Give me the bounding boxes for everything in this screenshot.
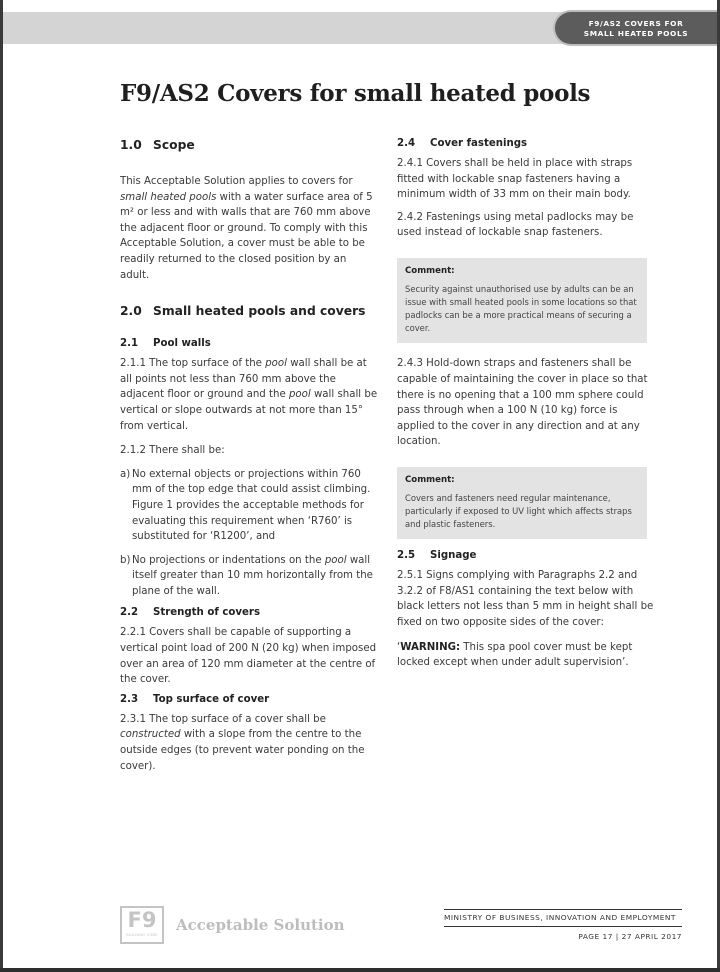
warning-sign-text xyxy=(397,640,655,671)
text-run: No projections or indentations on the xyxy=(132,554,325,566)
logo-subtitle: BUILDING CODE xyxy=(126,933,158,937)
subsection-number: 2.5 xyxy=(397,550,416,562)
clause-2-1-2: 2.1.2 There shall be: xyxy=(120,445,225,457)
header-bar xyxy=(3,12,563,44)
header-section-tab xyxy=(553,10,717,46)
comment-box xyxy=(397,467,647,539)
subsection-2-4-heading xyxy=(397,138,655,149)
text-run: This Acceptable Solution applies to covers for xyxy=(120,176,353,187)
list-text xyxy=(132,553,378,600)
footer-info xyxy=(444,909,682,941)
list-label: a) xyxy=(120,468,131,480)
right-column xyxy=(397,138,655,671)
section-title: Small heated pools and covers xyxy=(153,304,366,319)
comment-body: Covers and fasteners need regular maintenance, particularly if exposed to UV light which affects straps and plastic fasteners. xyxy=(405,492,632,529)
clause-2-3-1 xyxy=(120,712,378,774)
text-run: wall shall be at all points not less than 760 mm above the adjacent floor or ground and the xyxy=(120,358,367,401)
left-column xyxy=(120,138,378,774)
list-item-a xyxy=(120,467,378,545)
footer-page-date: PAGE 17 | 27 APRIL 2017 xyxy=(578,932,682,941)
subsection-number: 2.3 xyxy=(120,693,139,705)
subsection-2-1-heading xyxy=(120,338,378,349)
header-tab-line1: F9/AS2 COVERS FOR xyxy=(588,19,684,28)
subsection-title: Cover fastenings xyxy=(430,138,528,149)
warning-label: WARNING: xyxy=(400,641,461,653)
subsection-2-5-heading xyxy=(397,550,655,561)
text-run: wall shall be vertical or slope outwards at not more than 15° from vertical. xyxy=(120,389,378,432)
defined-term: pool xyxy=(324,554,347,566)
page-title: F9/AS2 Covers for small heated pools xyxy=(120,80,591,107)
subsection-number: 2.1 xyxy=(120,338,139,350)
clause-2-2-1: 2.2.1 Covers shall be capable of supporting a vertical point load of 200 N (20 kg) when imposed over an area of 120 mm diameter at the centre of the cover. xyxy=(120,627,377,686)
subsection-title: Signage xyxy=(430,550,477,562)
text-run: 2.1.1 The top surface of the xyxy=(120,358,266,370)
defined-term: pool xyxy=(288,389,311,401)
comment-box xyxy=(397,258,647,343)
page-frame-bottom xyxy=(0,968,720,972)
defined-term: small heated pools xyxy=(120,191,217,203)
subsection-title: Pool walls xyxy=(153,338,211,350)
clause-2-4-3: 2.4.3 Hold-down straps and fasteners shall be capable of maintaining the cover in place so that there is no opening that a 100 mm sphere could pass through when a 100 N (10 kg) force is applied to the cover in any direction and at any location. xyxy=(397,358,648,448)
section-2-heading xyxy=(120,304,378,318)
defined-term: pool xyxy=(265,358,287,370)
subsection-title: Top surface of cover xyxy=(153,693,270,705)
list-item-b xyxy=(120,553,378,600)
subsection-number: 2.2 xyxy=(120,607,139,619)
defined-term: constructed xyxy=(120,729,181,741)
logo-mark: F9 xyxy=(127,908,157,932)
clause-2-4-2: 2.4.2 Fastenings using metal padlocks may be used instead of lockable snap fasteners. xyxy=(397,211,634,239)
page-frame-left xyxy=(0,0,3,972)
text-run: This spa pool cover must be kept locked except when under adult supervision’. xyxy=(397,641,633,669)
footer-organisation: MINISTRY OF BUSINESS, INNOVATION AND EMPLOYMENT xyxy=(444,913,676,922)
subsection-2-2-heading xyxy=(120,607,378,618)
scope-paragraph xyxy=(120,174,378,283)
comment-title: Comment: xyxy=(405,265,455,276)
header-tab-line2: SMALL HEATED POOLS xyxy=(583,29,689,38)
text-run: wall itself greater than 10 mm horizontally from the plane of the wall. xyxy=(132,554,373,597)
footer-document-type: Acceptable Solution xyxy=(176,916,345,934)
subsection-title: Strength of covers xyxy=(153,607,261,619)
comment-title: Comment: xyxy=(405,474,455,485)
list-label: b) xyxy=(120,554,131,566)
clause-2-5-1: 2.5.1 Signs complying with Paragraphs 2.2 and 3.2.2 of F8/AS1 containing the text below with black letters not less than 5 mm in height shall be fixed on two opposite sides of the cover: xyxy=(397,570,654,628)
section-scope-heading xyxy=(120,138,378,152)
text-run: with a slope from the centre to the outside edges (to prevent water ponding on the cover). xyxy=(120,729,365,772)
section-title: Scope xyxy=(153,138,195,152)
footer-branding xyxy=(120,906,345,944)
list-text: No external objects or projections within 760 mm of the top edge that could assist climbing. Figure 1 provides the acceptable methods for evaluating this requirement when ‘R760’ is substituted for ‘R1200’, and xyxy=(132,468,371,543)
text-run: 2.3.1 The top surface of a cover shall be xyxy=(120,713,326,725)
text-run: ‘ xyxy=(397,641,401,653)
text-run: with a water surface area of 5 m² or less and with walls that are 760 mm above the adjacent floor or ground. To comply with this Acceptable Solution, a cover must be able to be readily returned to the closed position by an adult. xyxy=(120,191,373,281)
section-number: 1.0 xyxy=(120,138,142,152)
section-number: 2.0 xyxy=(120,304,142,319)
comment-body: Security against unauthorised use by adults can be an issue with small heated pools in some locations so that padlocks can be a more practical means of securing a cover. xyxy=(405,283,637,334)
f9-logo xyxy=(120,906,164,944)
clause-2-1-1 xyxy=(120,356,378,434)
subsection-number: 2.4 xyxy=(397,138,416,149)
clause-2-4-1: 2.4.1 Covers shall be held in place with straps fitted with lockable snap fasteners having a minimum width of 33 mm on their main body. xyxy=(397,158,633,201)
subsection-2-3-heading xyxy=(120,694,378,705)
